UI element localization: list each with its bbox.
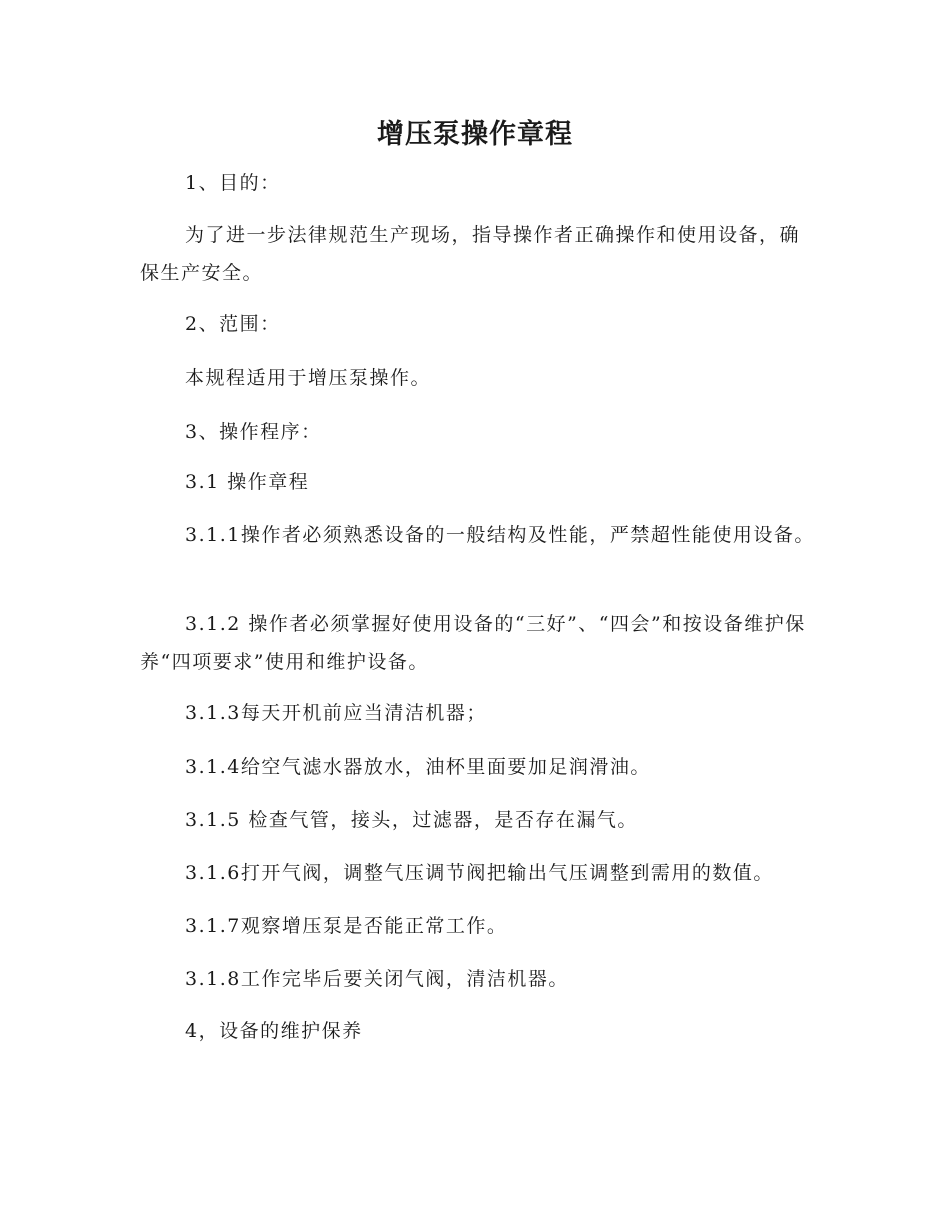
scope-text: 本规程适用于增压泵操作。 bbox=[185, 367, 432, 389]
section-heading-procedure: 3、操作程序： bbox=[185, 421, 322, 443]
purpose-text: 为了进一步法律规范生产现场，指导操作者正确操作和使用设备，确保生产安全。 bbox=[140, 224, 801, 284]
procedure-item-3-1-4: 3.1.4给空气滤水器放水，油杯里面要加足润滑油。 bbox=[185, 756, 651, 778]
procedure-item-3-1-8: 3.1.8工作完毕后要关闭气阀，清洁机器。 bbox=[185, 968, 569, 990]
procedure-item-3-1-6: 3.1.6打开气阀，调整气压调节阀把输出气压调整到需用的数值。 bbox=[185, 862, 774, 884]
procedure-item-3-1-1: 3.1.1操作者必须熟悉设备的一般结构及性能，严禁超性能使用设备。 bbox=[185, 524, 815, 546]
procedure-item-3-1-3: 3.1.3每天开机前应当清洁机器； bbox=[185, 702, 487, 724]
section-heading-purpose: 1、目的： bbox=[185, 172, 281, 194]
section-heading-maintenance: 4，设备的维护保养 bbox=[185, 1020, 363, 1042]
section-heading-scope: 2、范围： bbox=[185, 313, 281, 335]
procedure-item-3-1-2: 3.1.2 操作者必须掌握好使用设备的“三好”、“四会”和按设备维护保养“四项要求”使用和维护设备。 bbox=[140, 613, 806, 673]
procedure-item-3-1-7: 3.1.7观察增压泵是否能正常工作。 bbox=[185, 915, 508, 937]
document-title: 增压泵操作章程 bbox=[377, 119, 573, 150]
subsection-heading-operation: 3.1 操作章程 bbox=[185, 471, 310, 493]
procedure-item-3-1-5: 3.1.5 检查气管，接头，过滤器，是否存在漏气。 bbox=[185, 809, 638, 831]
